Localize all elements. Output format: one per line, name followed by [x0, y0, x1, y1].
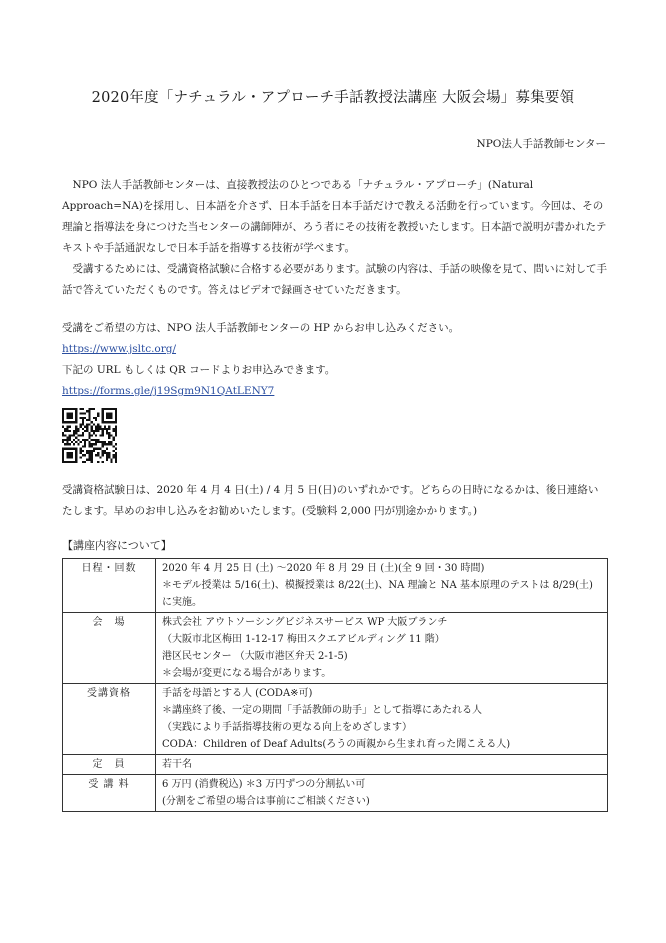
course-row-value — [156, 684, 608, 755]
exam-info: 受講資格試験日は、2020 年 4 月 4 日(土) / 4 月 5 日(日)のいずれかです。どちらの日時になるかは、後日連絡いたします。早めのお申し込みをお勧めいたします。(受験料 2,000 円が別途かかります。) — [62, 484, 599, 517]
course-row-line: 6 万円 (消費税込) ＊3 万円ずつの分割払い可 — [162, 779, 366, 790]
course-row-line: に実施。 — [162, 597, 202, 608]
organization-name: NPO法人手話教師センター — [476, 138, 606, 150]
intro-paragraph-2: 受講するためには、受講資格試験に合格する必要があります。試験の内容は、手話の映像を見て、問いに対して手話で答えていただくものです。答えはビデオで録画させていただきます。 — [62, 263, 607, 296]
course-row-line: CODA：Children of Deaf Adults(ろうの両親から生まれ育った聞こえる人) — [162, 739, 511, 750]
course-row-value — [156, 559, 608, 613]
course-row-line: 株式会社 アウトソーシングビジネスサービス WP 大阪ブランチ — [162, 617, 448, 628]
course-row-line: ＊モデル授業は 5/16(土)、模擬授業は 8/22(土)、NA 理論と NA 基本原理のテストは 8/29(土) — [162, 580, 593, 591]
course-row — [63, 559, 608, 613]
course-row-line: 若干名 — [162, 759, 192, 770]
course-row-value — [156, 755, 608, 775]
form-link[interactable]: https://forms.gle/j19Sgm9N1QAtLENY7 — [62, 385, 275, 397]
course-row-line: 2020 年 4 月 25 日 (土) ～2020 年 8 月 29 日 (土)(全 9 回・30 時間) — [162, 563, 485, 574]
intro — [62, 175, 608, 301]
course-row-line: （大阪市北区梅田 1-12-17 梅田スクエアビルディング 11 階） — [162, 634, 445, 645]
course-row — [63, 613, 608, 684]
course-table — [62, 558, 608, 812]
course-row-line: (分割をご希望の場合は事前にご相談ください) — [162, 796, 370, 807]
qr-code-icon[interactable] — [62, 408, 117, 463]
course-row-line: ＊会場が変更になる場合があります。 — [162, 668, 332, 679]
apply-line-2: 下記の URL もしくは QR コードよりお申込みできます。 — [62, 364, 336, 376]
course-row-line: （実践により手話指導技術の更なる向上をめざします） — [162, 722, 412, 733]
intro-paragraph-1: NPO 法人手話教師センターは、直接教授法のひとつである「ナチュラル・アプローチ」(Natural Approach=NA)を採用し、日本語を介さず、日本手話を日本手話だけで教える活動を行っています。今回は、その理論と指導法を身につけた当センターの講師陣が、ろう者にその技術を教授いたします。日本語で説明が書かれたテキストや手話通訳なしで日本手話を指導する技術が学べます。 — [62, 179, 607, 254]
course-row-label: 日程・回数 — [63, 559, 156, 613]
website-link[interactable]: https://www.jsltc.org/ — [62, 343, 177, 355]
course-row-label: 会 場 — [63, 613, 156, 684]
course-row-line: 港区民センター （大阪市港区弁天 2-1-5) — [162, 651, 348, 662]
course-row — [63, 684, 608, 755]
course-row-value — [156, 775, 608, 812]
apply-line-1: 受講をご希望の方は、NPO 法人手話教師センターの HP からお申し込みください。 — [62, 322, 460, 334]
apply-section — [62, 318, 608, 402]
course-row — [63, 755, 608, 775]
course-row-label: 定 員 — [63, 755, 156, 775]
course-row — [63, 775, 608, 812]
course-heading: 【講座内容について】 — [62, 539, 172, 552]
course-row-value — [156, 613, 608, 684]
page-title: 2020年度「ナチュラル・アプローチ手話教授法講座 大阪会場」募集要領 — [91, 90, 575, 106]
course-row-label: 受講資格 — [63, 684, 156, 755]
course-row-line: ＊講座終了後、一定の期間「手話教師の助手」として指導にあたれる人 — [162, 705, 482, 716]
course-row-line: 手話を母語とする人 (CODA※可) — [162, 688, 313, 699]
course-row-label: 受 講 料 — [63, 775, 156, 812]
